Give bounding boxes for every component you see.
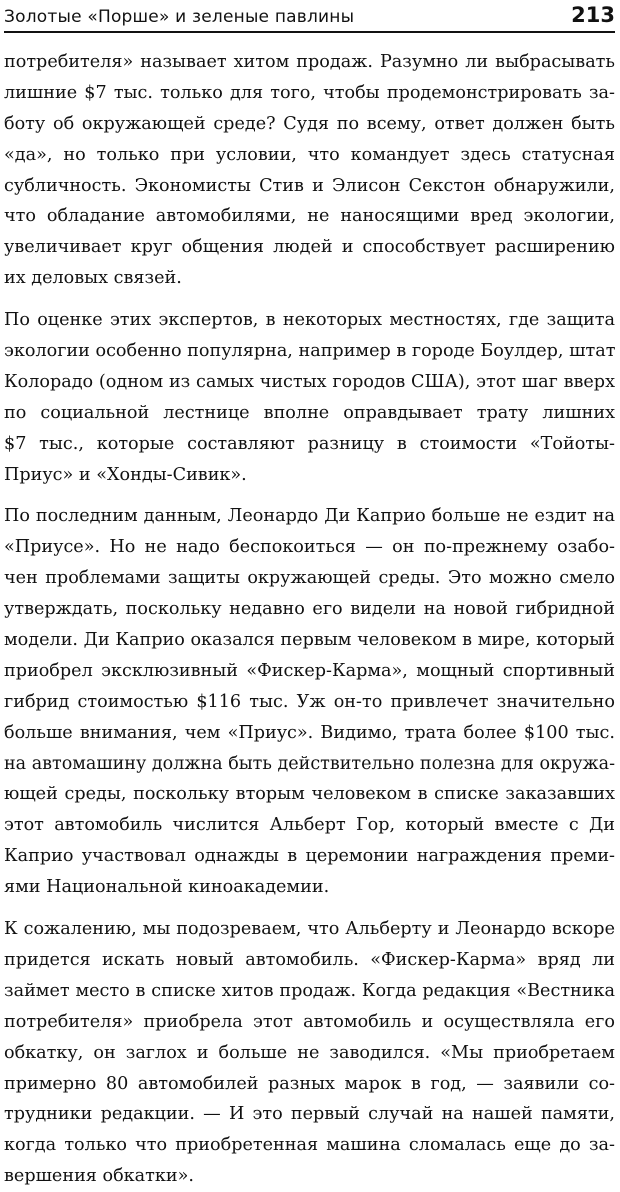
text-line: модели. Ди Каприо оказался первым человеком в мире, который xyxy=(4,630,615,651)
text-line: этот автомобиль числится Альберт Гор, который вместе с Ди xyxy=(4,815,615,836)
text-line: боту об окружающей среде? Судя по всему, ответ должен быть xyxy=(4,113,615,134)
text-line: больше внимания, чем «Приус». Видимо, трата более $100 тыс. xyxy=(4,722,615,743)
text-line: их деловых связей. xyxy=(4,268,182,289)
text-line: ющей среды, поскольку вторым человеком в списке заказавших xyxy=(4,784,615,805)
paragraph xyxy=(4,47,615,294)
text-line: примерно 80 автомобилей разных марок в год, — заявили со- xyxy=(4,1073,615,1094)
text-line: «Приусе». Но не надо беспокоиться — он по-прежнему озабо- xyxy=(4,537,615,558)
paragraph xyxy=(4,305,615,490)
text-line: ями Национальной киноакадемии. xyxy=(4,877,330,898)
paragraph xyxy=(4,914,615,1192)
text-line: $7 тыс., которые составляют разницу в стоимости «Тойоты- xyxy=(4,433,615,454)
text-line: экологии особенно популярна, например в городе Боулдер, штат xyxy=(4,341,616,362)
text-line: трудники редакции. — И это первый случай на нашей памяти, xyxy=(4,1104,615,1125)
text-line: Каприо участвовал однажды в церемонии награждения преми- xyxy=(4,846,615,867)
text-line: займет место в списке хитов продаж. Когда редакция «Вестника xyxy=(4,980,615,1001)
text-line: по социальной лестнице вполне оправдывает трату лишних xyxy=(4,402,615,423)
chapter-title: Золотые «Порше» и зеленые павлины xyxy=(4,7,355,27)
text-line: приобрел эксклюзивный «Фискер-Карма», мощный спортивный xyxy=(4,660,615,681)
text-line: обкатку, он заглох и больше не заводился. «Мы приобретаем xyxy=(4,1042,615,1063)
text-line: придется искать новый автомобиль. «Фискер-Карма» вряд ли xyxy=(4,949,615,970)
text-line: увеличивает круг общения людей и способствует расширению xyxy=(4,237,615,258)
text-line: субличность. Экономисты Стив и Элисон Секстон обнаружили, xyxy=(4,175,615,196)
text-line: потребителя» называет хитом продаж. Разумно ли выбрасывать xyxy=(4,52,615,72)
text-line: утверждать, поскольку недавно его видели на новой гибридной xyxy=(4,599,615,620)
text-line: лишние $7 тыс. только для того, чтобы продемонстрировать за- xyxy=(4,82,615,103)
text-line: что обладание автомобилями, не наносящими вред экологии, xyxy=(4,206,615,227)
text-line: потребителя» приобрела этот автомобиль и осуществляла его xyxy=(4,1011,615,1032)
text-line: По оценке этих экспертов, в некоторых местностях, где защита xyxy=(4,310,615,331)
page-number: 213 xyxy=(571,3,615,27)
text-line: Колорадо (одном из самых чистых городов США), этот шаг вверх xyxy=(4,371,615,392)
running-header xyxy=(4,0,615,33)
text-line: когда только что приобретенная машина сломалась еще до за- xyxy=(4,1135,615,1156)
text-line: вершения обкатки». xyxy=(4,1166,194,1187)
text-line: Приус» и «Хонды-Сивик». xyxy=(4,464,247,485)
text-line: на автомашину должна быть действительно полезна для окружа- xyxy=(4,753,615,774)
text-line: По последним данным, Леонардо Ди Каприо больше не ездит на xyxy=(4,506,615,527)
text-line: «да», но только при условии, что командует здесь статусная xyxy=(4,144,615,165)
text-line: чен проблемами защиты окружающей среды. Это можно смело xyxy=(4,568,615,589)
paragraph xyxy=(4,501,615,903)
text-line: К сожалению, мы подозреваем, что Альберту и Леонардо вскоре xyxy=(4,919,615,940)
body-text xyxy=(4,47,615,1192)
text-line: гибрид стоимостью $116 тыс. Уж он-то привлечет значительно xyxy=(4,691,615,712)
